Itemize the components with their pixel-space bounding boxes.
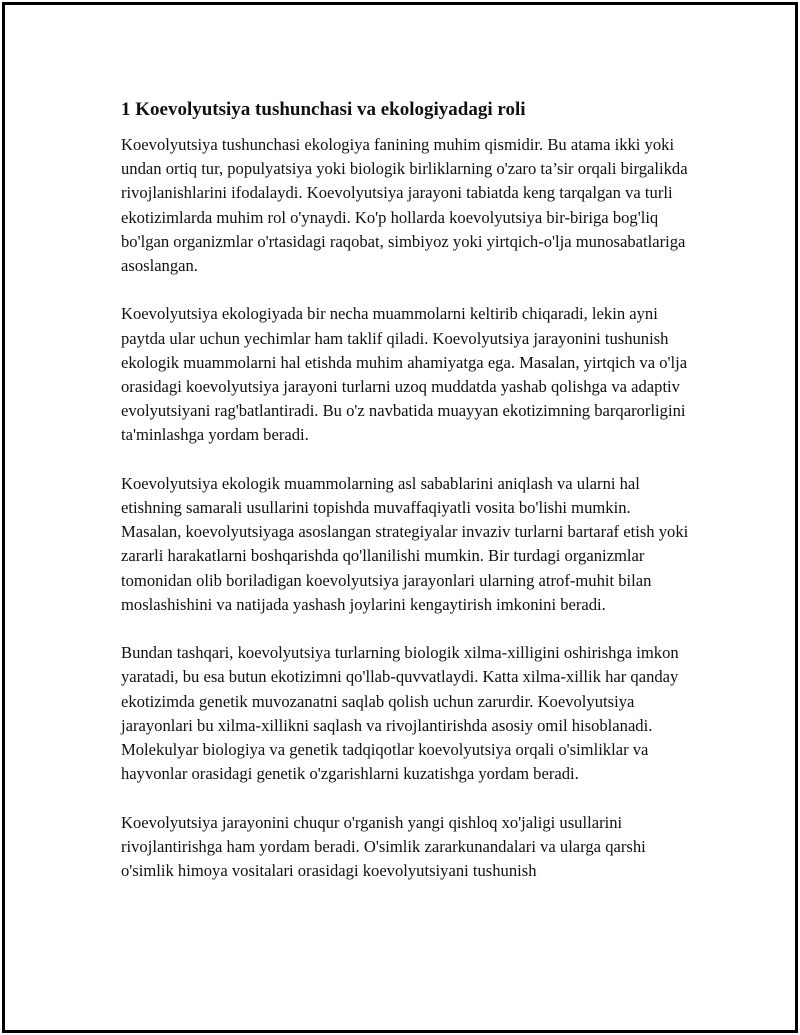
paragraph-2: Koevolyutsiya ekologiyada bir necha muammolarni keltirib chiqaradi, lekin ayni paytda ular uchun yechimlar ham taklif qiladi. Koevolyutsiya jarayonini tushunish ekologik muammolarni hal etishda muhim ahamiyatga ega. Masalan, yirtqich va o'lja orasidagi koevolyutsiya jarayoni turlarni uzoq muddatda yashab qolishga va adaptiv evolyutsiyani rag'batlantiradi. Bu o'z navbatida muayyan ekotizimning barqarorligini ta'minlashga yordam beradi. (121, 304, 688, 445)
document-content (121, 97, 693, 907)
paragraph-3: Koevolyutsiya ekologik muammolarning asl sabablarini aniqlash va ularni hal etishning samarali usullarini topishda muvaffaqiyatli vosita bo'lishi mumkin. Masalan, koevolyutsiyaga asoslangan strategiyalar invaziv turlarni bartaraf etish yoki zararli harakatlarni boshqarishda qo'llanilishi mumkin. Bir turdagi organizmlar tomonidan olib boriladigan koevolyutsiya jarayonlari ularning atrof-muhit bilan moslashishini va natijada yashash joylarini kengaytirish imkonini beradi. (121, 473, 689, 614)
paragraph-1: Koevolyutsiya tushunchasi ekologiya fanining muhim qismidir. Bu atama ikki yoki undan ortiq tur, populyatsiya yoki biologik birliklarning o'zaro ta’sir orqali birgalikda rivojlanishlarini ifodalaydi. Koevolyutsiya jarayoni tabiatda keng tarqalgan va turli ekotizimlarda muhim rol o'ynaydi. Ko'p hollarda koevolyutsiya bir-biriga bog'liq bo'lgan organizmlar o'rtasidagi raqobat, simbiyoz yoki yirtqich-o'lja munosabatlariga asoslangan. (121, 135, 688, 276)
section-title: 1 Koevolyutsiya tushunchasi va ekologiyadagi roli (121, 99, 526, 120)
paragraph-5: Koevolyutsiya jarayonini chuqur o'rganish yangi qishloq xo'jaligi usullarini rivojlantirishga ham yordam beradi. O'simlik zararkunandalari va ularga qarshi o'simlik himoya vositalari orasidagi koevolyutsiyani tushunish (121, 812, 646, 881)
document-page (2, 2, 798, 1033)
paragraph-4: Bundan tashqari, koevolyutsiya turlarning biologik xilma-xilligini oshirishga imkon yaratadi, bu esa butun ekotizimni qo'llab-quvvatlaydi. Katta xilma-xillik har qanday ekotizimda genetik muvozanatni saqlab qolish uchun zarurdir. Koevolyutsiya jarayonlari bu xilma-xillikni saqlash va rivojlantirishda asosiy omil hisoblanadi. Molekulyar biologiya va genetik tadqiqotlar koevolyutsiya orqali o'simliklar va hayvonlar orasidagi genetik o'zgarishlarni kuzatishga yordam beradi. (121, 643, 679, 784)
